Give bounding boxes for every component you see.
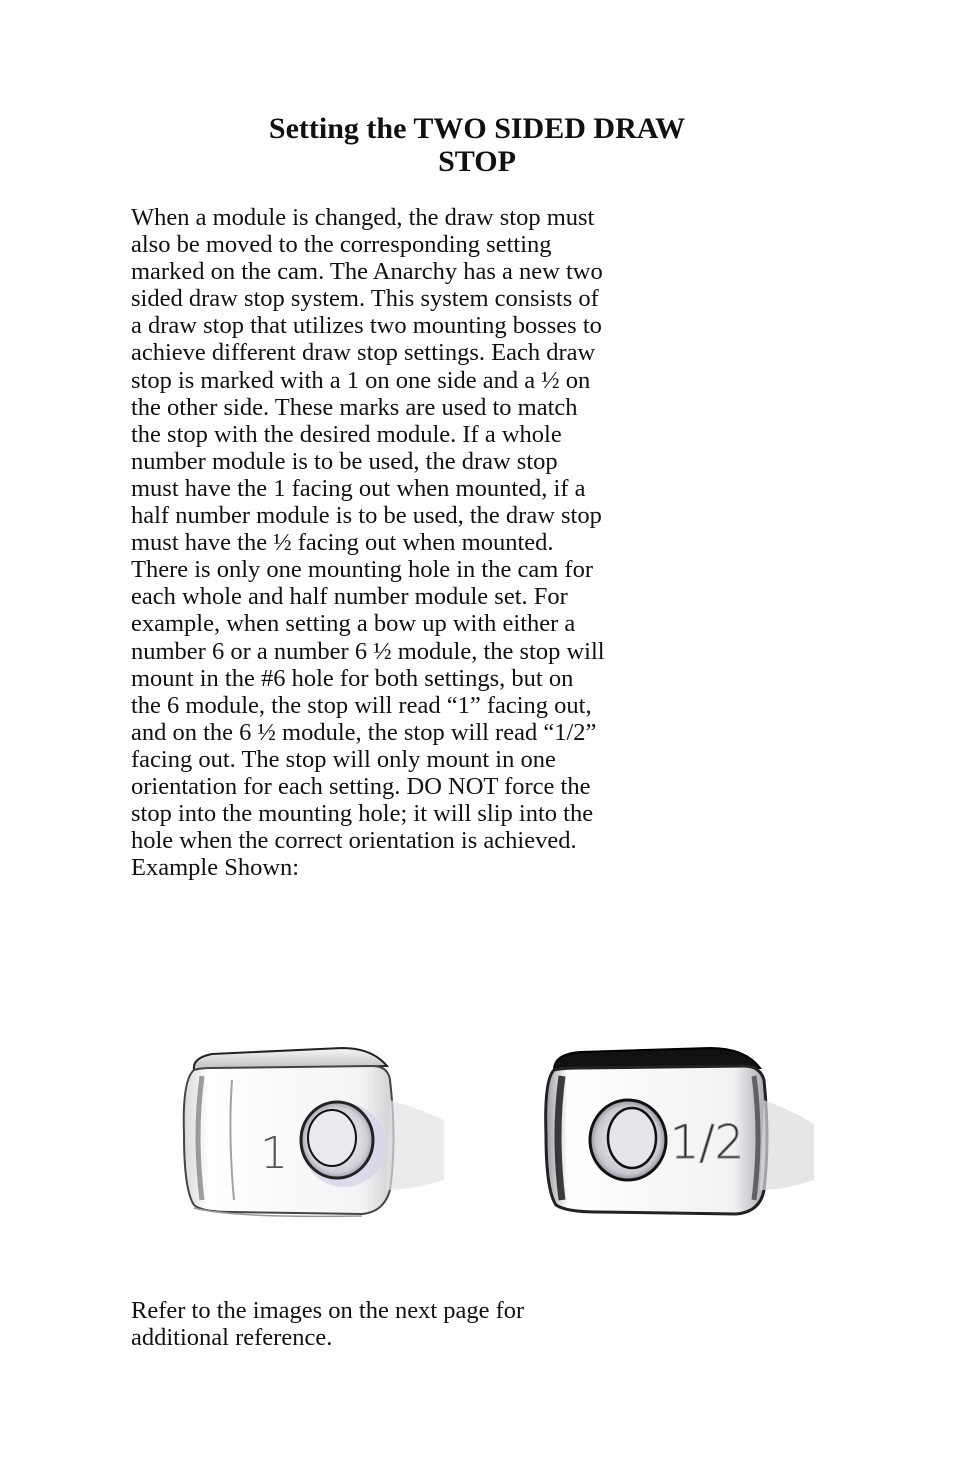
- text-line: must have the ½ facing out when mounted.: [131, 529, 554, 557]
- text-line: the stop with the desired module. If a whole: [131, 420, 562, 448]
- stop-one-label: 1: [260, 1128, 288, 1179]
- text-line: also be moved to the corresponding setting: [131, 231, 552, 259]
- text-line: stop is marked with a 1 on one side and a ½ on: [131, 366, 591, 394]
- text-line: Refer to the images on the next page for: [131, 1297, 525, 1324]
- text-line: number 6 or a number 6 ½ module, the stop will: [131, 637, 605, 665]
- text-line: marked on the cam. The Anarchy has a new two: [131, 258, 603, 286]
- text-line: stop into the mounting hole; it will slip into the: [131, 800, 594, 828]
- title-line-1: Setting the TWO SIDED DRAW: [268, 112, 686, 145]
- text-line: half number module is to be used, the draw stop: [131, 502, 602, 530]
- text-line: the 6 module, the stop will read “1” facing out,: [131, 691, 592, 719]
- text-line: Example Shown:: [131, 854, 300, 882]
- draw-stop-one-figure: [172, 1040, 452, 1250]
- draw-stop-one-side-illustration: [172, 1040, 452, 1250]
- instruction-paragraph: [131, 204, 831, 881]
- reference-note: [131, 1297, 831, 1351]
- text-line: must have the 1 facing out when mounted, if a: [131, 474, 586, 502]
- text-line: sided draw stop system. This system consists of: [131, 285, 599, 313]
- title-line-2: STOP: [438, 145, 516, 178]
- text-line: additional reference.: [131, 1324, 333, 1352]
- text-line: each whole and half number module set. For: [131, 583, 568, 611]
- text-line: hole when the correct orientation is achieved.: [131, 827, 577, 855]
- stop-half-label: 1/2: [670, 1115, 745, 1169]
- text-line: the other side. These marks are used to match: [131, 393, 578, 421]
- text-line: a draw stop that utilizes two mounting bosses to: [131, 312, 602, 340]
- text-line: orientation for each setting. DO NOT force the: [131, 772, 591, 800]
- draw-stop-half-figure: [540, 1040, 820, 1250]
- text-line: number module is to be used, the draw stop: [131, 447, 558, 475]
- draw-stop-half-side-illustration: [540, 1040, 820, 1250]
- text-line: When a module is changed, the draw stop must: [131, 204, 595, 231]
- text-line: mount in the #6 hole for both settings, but on: [131, 664, 574, 692]
- text-line: There is only one mounting hole in the cam for: [131, 556, 593, 584]
- text-line: achieve different draw stop settings. Each draw: [131, 339, 596, 367]
- page-title: [130, 112, 824, 178]
- text-line: facing out. The stop will only mount in one: [131, 745, 556, 773]
- text-line: example, when setting a bow up with either a: [131, 610, 576, 638]
- text-line: and on the 6 ½ module, the stop will read “1/2”: [131, 718, 597, 746]
